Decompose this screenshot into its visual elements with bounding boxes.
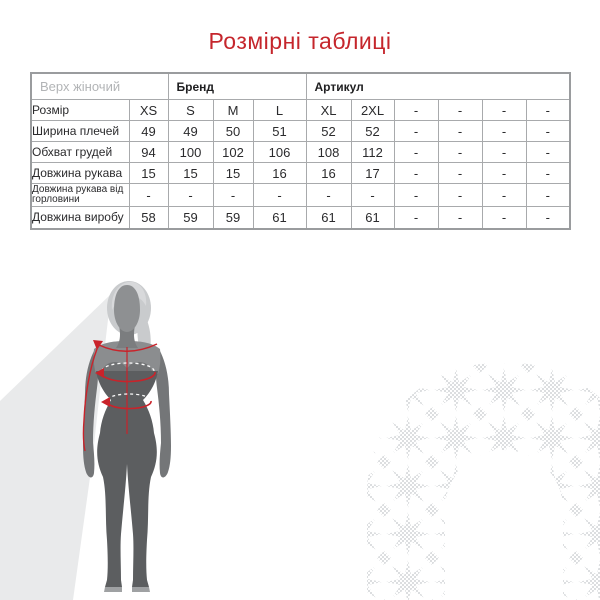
cell: 59 xyxy=(168,207,213,229)
cell: - xyxy=(213,184,253,207)
row-label: Ширина плечей xyxy=(31,121,129,142)
cell: 52 xyxy=(306,121,351,142)
cell: - xyxy=(526,142,570,163)
measurement-figure-graphic xyxy=(0,270,600,600)
cell: - xyxy=(482,142,526,163)
cell: 58 xyxy=(129,207,168,229)
cell: 17 xyxy=(351,163,394,184)
cell: - xyxy=(438,184,482,207)
cell: 61 xyxy=(253,207,306,229)
figure-shadow xyxy=(0,294,111,600)
cell: 51 xyxy=(253,121,306,142)
cell: - xyxy=(394,121,438,142)
cell: - xyxy=(438,121,482,142)
group-header-top-women: Верх жіночий xyxy=(31,73,168,100)
cell: 108 xyxy=(306,142,351,163)
cell: 2XL xyxy=(351,100,394,121)
cell: - xyxy=(526,100,570,121)
cell: 112 xyxy=(351,142,394,163)
cell: 15 xyxy=(129,163,168,184)
cell: L xyxy=(253,100,306,121)
cell: 61 xyxy=(351,207,394,229)
cell: - xyxy=(438,207,482,229)
cell: 49 xyxy=(129,121,168,142)
cell: - xyxy=(394,142,438,163)
cell: 16 xyxy=(306,163,351,184)
cell: - xyxy=(482,184,526,207)
table-row-sleeve-length xyxy=(31,163,570,184)
cell: - xyxy=(526,184,570,207)
cell: XS xyxy=(129,100,168,121)
table-row-shoulder-width xyxy=(31,121,570,142)
row-label: Обхват грудей xyxy=(31,142,129,163)
cell: - xyxy=(253,184,306,207)
cell: 106 xyxy=(253,142,306,163)
row-label: Довжина виробу xyxy=(31,207,129,229)
cell: S xyxy=(168,100,213,121)
cell: - xyxy=(394,100,438,121)
table-row-size xyxy=(31,100,570,121)
cell: 102 xyxy=(213,142,253,163)
size-table xyxy=(30,72,571,230)
cell: 52 xyxy=(351,121,394,142)
cell: - xyxy=(351,184,394,207)
cell: 15 xyxy=(213,163,253,184)
row-label: Розмір xyxy=(31,100,129,121)
cell: 61 xyxy=(306,207,351,229)
embroidery-arch-pattern xyxy=(367,363,600,600)
table-group-header-row xyxy=(31,73,570,100)
cell: - xyxy=(394,207,438,229)
cell: 94 xyxy=(129,142,168,163)
row-label: Довжина рукава xyxy=(31,163,129,184)
cell: - xyxy=(438,100,482,121)
cell: 16 xyxy=(253,163,306,184)
cell: - xyxy=(438,142,482,163)
cell: - xyxy=(526,163,570,184)
cell: - xyxy=(168,184,213,207)
table-row-chest xyxy=(31,142,570,163)
cell: - xyxy=(526,121,570,142)
table-row-item-length xyxy=(31,207,570,229)
cell: - xyxy=(438,163,482,184)
cell: - xyxy=(482,121,526,142)
cell: - xyxy=(482,207,526,229)
cell: - xyxy=(129,184,168,207)
cell: M xyxy=(213,100,253,121)
cell: - xyxy=(482,100,526,121)
cell: - xyxy=(482,163,526,184)
cell: 50 xyxy=(213,121,253,142)
cell: 100 xyxy=(168,142,213,163)
cell: - xyxy=(394,163,438,184)
table-row-sleeve-from-neck xyxy=(31,184,570,207)
cell: XL xyxy=(306,100,351,121)
cell: 49 xyxy=(168,121,213,142)
cell: - xyxy=(306,184,351,207)
cell: - xyxy=(394,184,438,207)
cell: 15 xyxy=(168,163,213,184)
row-label: Довжина рукава від горловини xyxy=(31,184,129,207)
cell: - xyxy=(526,207,570,229)
cell: 59 xyxy=(213,207,253,229)
page-title: Розмірні таблиці xyxy=(208,28,392,54)
group-header-brand: Бренд xyxy=(168,73,306,100)
group-header-article: Артикул xyxy=(306,73,570,100)
